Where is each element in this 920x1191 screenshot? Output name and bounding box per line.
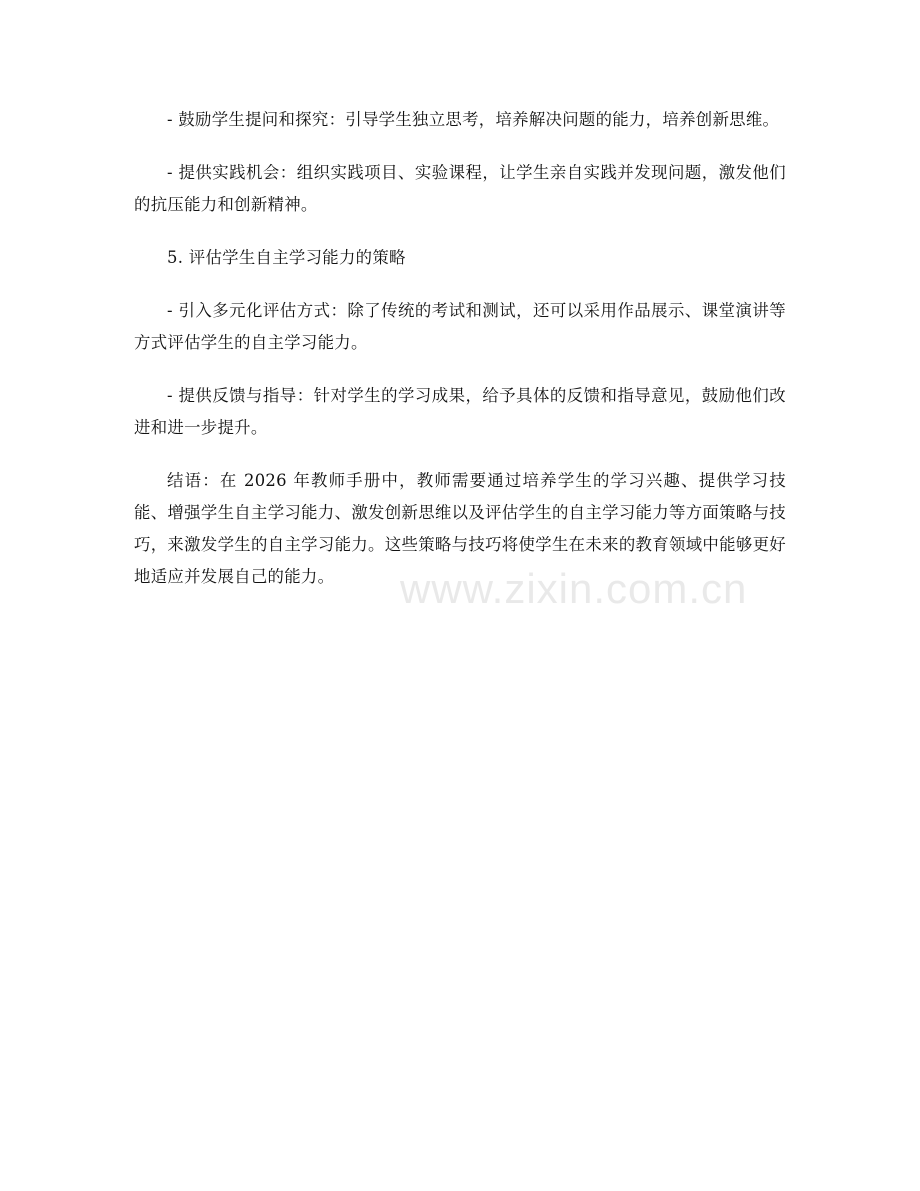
document-body: [134, 104, 786, 614]
paragraph-practice-opportunities: - 提供实践机会：组织实践项目、实验课程，让学生亲自实践并发现问题，激发他们的抗压能力和创新精神。: [134, 163, 786, 214]
section-heading-assessment: 5. 评估学生自主学习能力的策略: [167, 248, 406, 267]
paragraph-diverse-assessment: - 引入多元化评估方式：除了传统的考试和测试，还可以采用作品展示、课堂演讲等方式评估学生的自主学习能力。: [134, 301, 786, 352]
watermark-text: www.zixin.com.cn: [400, 565, 748, 612]
paragraph-encourage-questions: - 鼓励学生提问和探究：引导学生独立思考，培养解决问题的能力，培养创新思维。: [167, 110, 780, 129]
paragraph-conclusion: 结语：在 2026 年教师手册中，教师需要通过培养学生的学习兴趣、提供学习技能、增强学生自主学习能力、激发创新思维以及评估学生的自主学习能力等方面策略与技巧，来激发学生的自主学习能力。这些策略与技巧将使学生在未来的教育领域中能够更好地适应并发展自己的能力。: [134, 471, 786, 586]
paragraph-feedback-guidance: - 提供反馈与指导：针对学生的学习成果，给予具体的反馈和指导意见，鼓励他们改进和进一步提升。: [134, 386, 786, 437]
